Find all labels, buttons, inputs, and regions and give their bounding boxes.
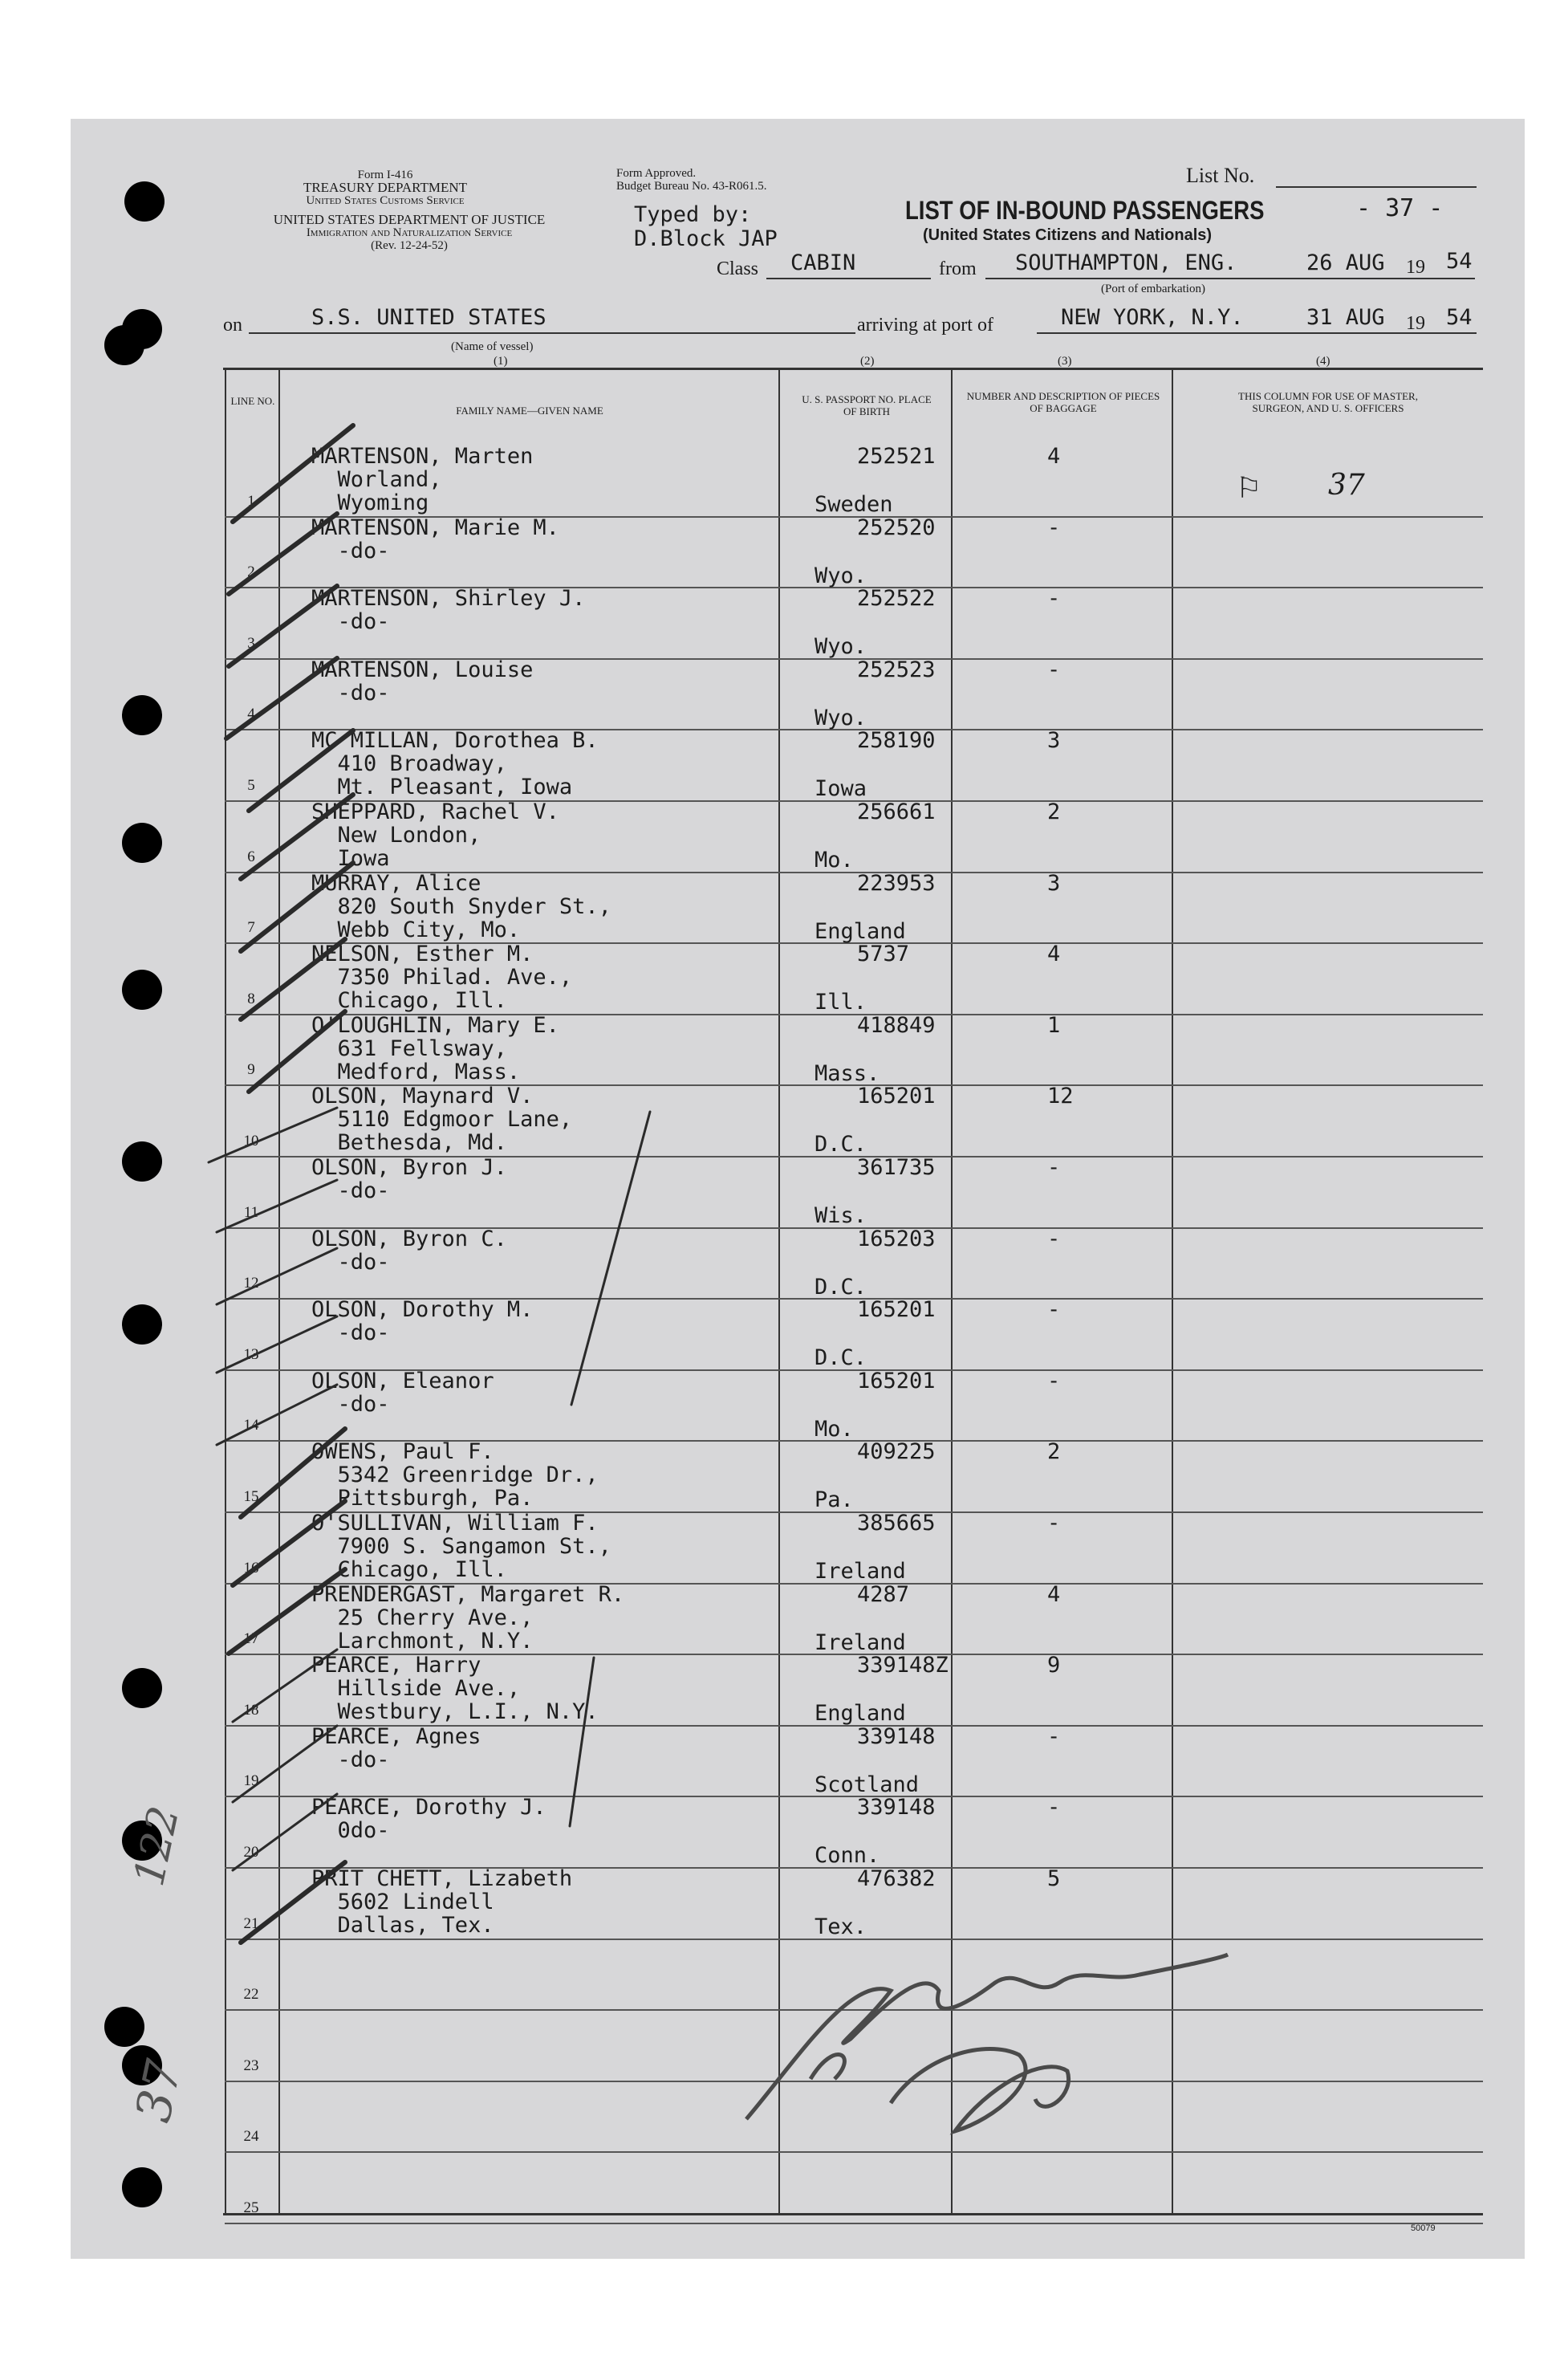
passenger-address-line: Larchmont, N.Y.: [311, 1628, 534, 1654]
passenger-address-line: Westbury, L.I., N.Y.: [311, 1699, 599, 1725]
passenger-name: MARTENSON, Marie M.: [311, 515, 559, 540]
column-number-3: (3): [1058, 355, 1072, 368]
page-title: LIST OF IN-BOUND PASSENGERS: [905, 196, 1265, 225]
col-header-name: FAMILY NAME—GIVEN NAME: [456, 405, 603, 417]
baggage-count: -: [1047, 1297, 1061, 1323]
passport-number: 258190: [857, 728, 936, 754]
line-number: 12: [243, 1275, 259, 1292]
officer-note: 37: [1328, 469, 1365, 502]
passport-number: 339148Z: [857, 1653, 949, 1678]
customs-service: United States Customs Service: [306, 194, 465, 207]
margin-note: 37: [125, 2055, 193, 2127]
passenger-name: MARTENSON, Shirley J.: [311, 586, 586, 612]
embark-port: SOUTHAMPTON, ENG.: [1015, 250, 1237, 275]
place-of-birth: D.C.: [815, 1345, 867, 1371]
line-number: 5: [247, 777, 255, 794]
officer-stamp-icon: ⚐: [1236, 472, 1262, 505]
passport-number: 339148: [857, 1723, 936, 1749]
arrival-year: 54: [1446, 305, 1473, 330]
signature: [746, 1955, 1228, 2131]
place-of-birth: Wyo.: [815, 705, 867, 730]
line-number: 22: [243, 1986, 259, 2004]
line-number: 10: [243, 1133, 259, 1149]
place-of-birth: Ireland: [815, 1629, 906, 1655]
embark-year-prefix: 19: [1406, 257, 1425, 278]
passport-number: 252521: [857, 444, 936, 469]
passenger-address-line: 25 Cherry Ave.,: [311, 1605, 534, 1630]
arriving-label: arriving at port of: [857, 315, 993, 336]
passenger-name: OLSON, Byron J.: [311, 1155, 507, 1180]
baggage-count: -: [1047, 1795, 1061, 1821]
line-number: 16: [243, 1559, 259, 1576]
baggage-count: 1: [1047, 1012, 1061, 1038]
baggage-count: 4: [1047, 1581, 1061, 1607]
passenger-address-line: 5110 Edgmoor Lane,: [311, 1107, 573, 1133]
place-of-birth: Tex.: [815, 1914, 867, 1939]
passenger-name: OLSON, Maynard V.: [311, 1084, 534, 1109]
baggage-count: 4: [1047, 942, 1061, 967]
passport-number: 476382: [857, 1866, 936, 1891]
embark-caption: (Port of embarkation): [1101, 283, 1205, 295]
place-of-birth: Conn.: [815, 1843, 880, 1869]
arrival-year-prefix: 19: [1406, 313, 1425, 334]
passenger-address-line: -do-: [311, 1320, 390, 1346]
passport-number: 252522: [857, 586, 936, 612]
budget-bureau: Budget Bureau No. 43-R061.5.: [616, 180, 767, 193]
passenger-address-line: New London,: [311, 823, 481, 848]
line-number: 20: [243, 1844, 259, 1861]
baggage-count: 9: [1047, 1653, 1061, 1678]
place-of-birth: England: [815, 918, 906, 944]
line-number: 2: [247, 563, 255, 581]
place-of-birth: D.C.: [815, 1274, 867, 1300]
passenger-address-line: Hillside Ave.,: [311, 1676, 521, 1702]
place-of-birth: Ireland: [815, 1559, 906, 1584]
line-number: 25: [243, 2199, 259, 2216]
passenger-name: PRIT CHETT, Lizabeth: [311, 1866, 573, 1891]
list-no-label: List No.: [1186, 164, 1255, 187]
justice-dept: UNITED STATES DEPARTMENT OF JUSTICE: [273, 212, 546, 227]
place-of-birth: Mo.: [815, 1416, 854, 1442]
place-of-birth: Sweden: [815, 492, 893, 517]
baggage-count: -: [1047, 1226, 1061, 1251]
passenger-address-line: Bethesda, Md.: [311, 1130, 507, 1156]
passenger-address-line: -do-: [311, 609, 390, 635]
embark-date: 26 AUG: [1306, 250, 1385, 275]
line-number: 21: [243, 1914, 259, 1932]
passport-number: 223953: [857, 870, 936, 896]
baggage-count: 4: [1047, 444, 1061, 469]
line-number: 3: [247, 634, 255, 652]
passenger-address-line: 820 South Snyder St.,: [311, 893, 611, 919]
passport-number: 418849: [857, 1012, 936, 1038]
ins-service: Immigration and Naturalization Service: [306, 226, 513, 239]
line-number: 15: [243, 1488, 259, 1505]
passenger-address-line: Iowa: [311, 846, 390, 871]
passenger-address-line: 5342 Greenridge Dr.,: [311, 1463, 599, 1488]
passport-number: 385665: [857, 1511, 936, 1536]
baggage-count: 2: [1047, 799, 1061, 824]
passport-number: 4287: [857, 1581, 910, 1607]
arrival-date: 31 AUG: [1306, 305, 1385, 330]
place-of-birth: Pa.: [815, 1487, 854, 1513]
vessel-name: S.S. UNITED STATES: [311, 305, 546, 330]
treasury-dept: TREASURY DEPARTMENT: [303, 180, 468, 195]
embark-year: 54: [1446, 249, 1473, 274]
passenger-address-line: Webb City, Mo.: [311, 917, 521, 942]
passenger-name: OLSON, Eleanor: [311, 1368, 494, 1393]
baggage-count: -: [1047, 657, 1061, 682]
line-number: 4: [247, 706, 255, 723]
baggage-count: 3: [1047, 870, 1061, 896]
form-approved: Form Approved.: [616, 167, 697, 180]
passenger-name: SHEPPARD, Rachel V.: [311, 799, 559, 824]
check-marks: [209, 425, 650, 1943]
passenger-name: PRENDERGAST, Margaret R.: [311, 1581, 625, 1607]
form-number: Form I-416: [357, 169, 413, 181]
page-subtitle: (United States Citizens and Nationals): [923, 226, 1213, 244]
passenger-address-line: Medford, Mass.: [311, 1059, 521, 1084]
place-of-birth: Wyo.: [815, 563, 867, 588]
passport-number: 165201: [857, 1084, 936, 1109]
class-value: CABIN: [790, 250, 856, 275]
passenger-name: OLSON, Byron C.: [311, 1226, 507, 1251]
passport-number: 361735: [857, 1155, 936, 1180]
place-of-birth: Wyo.: [815, 634, 867, 660]
col-header-line-no: LINE NO.: [230, 395, 275, 407]
baggage-count: -: [1047, 586, 1061, 612]
line-number: 13: [243, 1345, 259, 1363]
baggage-count: -: [1047, 1511, 1061, 1536]
class-label: Class: [717, 258, 759, 279]
line-number: 23: [243, 2057, 259, 2074]
passenger-name: MURRAY, Alice: [311, 870, 481, 896]
place-of-birth: Wis.: [815, 1203, 867, 1228]
passport-number: 339148: [857, 1795, 936, 1821]
from-label: from: [939, 258, 977, 279]
passenger-address-line: -do-: [311, 680, 390, 706]
line-number: 8: [247, 990, 255, 1007]
column-number-4: (4): [1316, 355, 1330, 368]
passenger-address-line: Wyoming: [311, 490, 429, 515]
line-number: 11: [243, 1203, 259, 1221]
passenger-name: O'LOUGHLIN, Mary E.: [311, 1012, 559, 1038]
passenger-name: PEARCE, Harry: [311, 1653, 481, 1678]
form-code: 50079: [1411, 2223, 1436, 2233]
baggage-count: -: [1047, 515, 1061, 540]
passport-number: 165201: [857, 1368, 936, 1393]
passenger-name: PEARCE, Agnes: [311, 1723, 481, 1749]
line-number: 7: [247, 919, 255, 937]
passenger-address-line: -do-: [311, 1249, 390, 1275]
baggage-count: 5: [1047, 1866, 1061, 1891]
passenger-name: OWENS, Paul F.: [311, 1439, 494, 1465]
place-of-birth: England: [815, 1701, 906, 1727]
passenger-address-line: 631 Fellsway,: [311, 1035, 507, 1061]
baggage-count: -: [1047, 1723, 1061, 1749]
baggage-count: -: [1047, 1368, 1061, 1393]
passenger-address-line: Chicago, Ill.: [311, 988, 507, 1014]
column-number-1: (1): [494, 355, 508, 368]
col-header-officers: THIS COLUMN FOR USE OF MASTER, SURGEON, AND U. S. OFFICERS: [1238, 390, 1418, 414]
place-of-birth: Iowa: [815, 776, 867, 802]
passenger-name: MARTENSON, Marten: [311, 444, 534, 469]
arrival-port: NEW YORK, N.Y.: [1061, 305, 1244, 330]
typed-by-value: D.Block JAP: [634, 226, 778, 251]
passenger-address-line: 7350 Philad. Ave.,: [311, 965, 573, 991]
place-of-birth: Scotland: [815, 1772, 920, 1797]
place-of-birth: Ill.: [815, 990, 867, 1015]
passenger-name: O'SULLIVAN, William F.: [311, 1511, 599, 1536]
on-label: on: [223, 315, 242, 336]
baggage-count: 12: [1047, 1084, 1074, 1109]
passport-number: 165201: [857, 1297, 936, 1323]
passenger-address-line: 5602 Lindell: [311, 1890, 494, 1914]
passenger-address-line: Dallas, Tex.: [311, 1913, 494, 1938]
typed-by-label: Typed by:: [634, 202, 752, 227]
line-number: 19: [243, 1772, 259, 1790]
column-number-2: (2): [860, 355, 875, 368]
margin-note: 122: [124, 1802, 189, 1890]
baggage-count: -: [1047, 1155, 1061, 1180]
passport-number: 165203: [857, 1226, 936, 1251]
passport-number: 256661: [857, 799, 936, 824]
line-number: 17: [243, 1630, 259, 1648]
passport-number: 252520: [857, 515, 936, 540]
passenger-address-line: Worland,: [311, 467, 442, 492]
line-number: 14: [243, 1417, 259, 1434]
passport-number: 252523: [857, 657, 936, 682]
revision: (Rev. 12-24-52): [371, 239, 448, 252]
passenger-address-line: Pittsburgh, Pa.: [311, 1486, 534, 1511]
passenger-address-line: 0do-: [311, 1818, 390, 1844]
passenger-address-line: 7900 S. Sangamon St.,: [311, 1534, 611, 1559]
col-header-passport: U. S. PASSPORT NO. PLACE OF BIRTH: [802, 393, 932, 417]
passenger-address-line: -do-: [311, 1391, 390, 1417]
passenger-address-line: -do-: [311, 1747, 390, 1772]
baggage-count: 3: [1047, 728, 1061, 754]
place-of-birth: Mass.: [815, 1060, 880, 1086]
line-number: 24: [243, 2128, 259, 2146]
line-number: 1: [247, 492, 255, 510]
line-number: 6: [247, 848, 255, 865]
passenger-address-line: Mt. Pleasant, Iowa: [311, 775, 573, 800]
col-header-baggage: NUMBER AND DESCRIPTION OF PIECES OF BAGGAGE: [966, 390, 1160, 414]
passenger-address-line: -do-: [311, 1178, 390, 1203]
passenger-name: PEARCE, Dorothy J.: [311, 1795, 546, 1821]
passenger-address-line: -do-: [311, 538, 390, 563]
passenger-name: MARTENSON, Louise: [311, 657, 534, 682]
passenger-name: MC MILLAN, Dorothea B.: [311, 728, 599, 754]
line-number: 18: [243, 1701, 259, 1719]
passport-number: 5737: [857, 942, 910, 967]
place-of-birth: D.C.: [815, 1132, 867, 1157]
place-of-birth: Mo.: [815, 848, 854, 873]
list-number: - 37 -: [1356, 194, 1444, 222]
passenger-name: NELSON, Esther M.: [311, 942, 534, 967]
passenger-name: OLSON, Dorothy M.: [311, 1297, 534, 1323]
passenger-address-line: 410 Broadway,: [311, 751, 507, 777]
baggage-count: 2: [1047, 1439, 1061, 1465]
passenger-address-line: Chicago, Ill.: [311, 1557, 507, 1582]
vessel-caption: (Name of vessel): [451, 340, 534, 353]
passport-number: 409225: [857, 1439, 936, 1465]
line-number: 9: [247, 1061, 255, 1079]
